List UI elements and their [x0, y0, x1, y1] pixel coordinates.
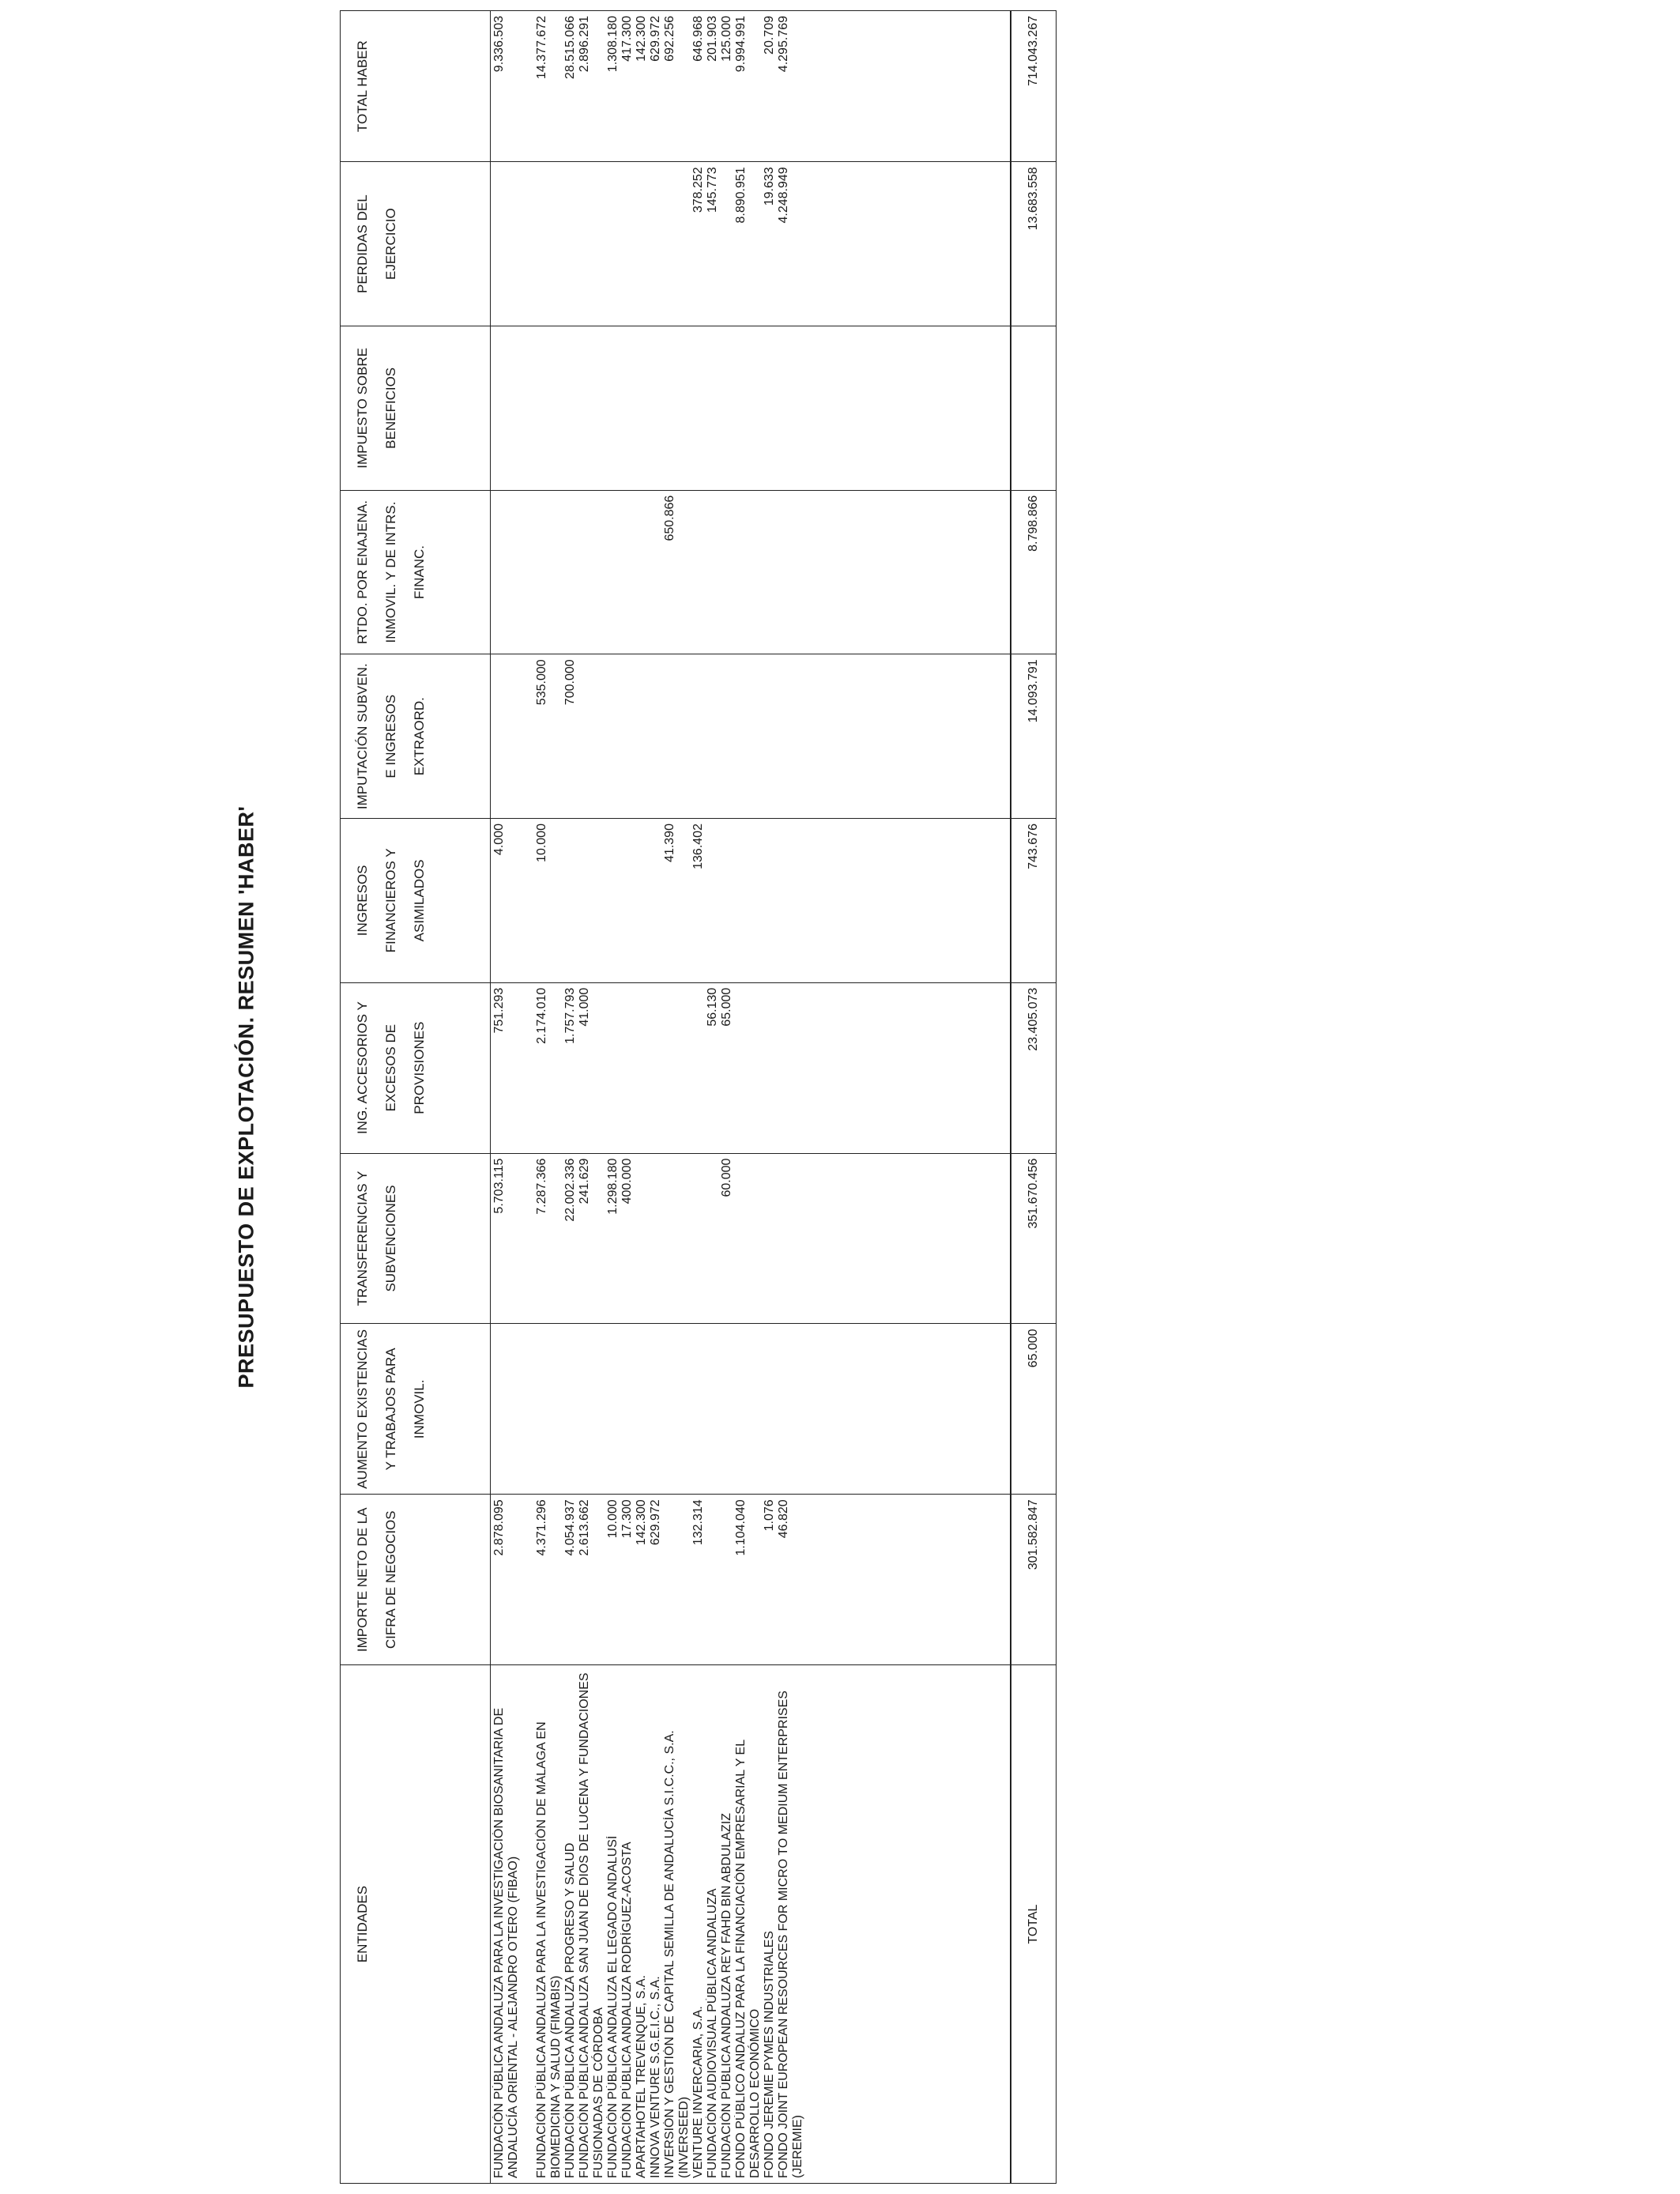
table-cell [720, 824, 734, 978]
total-value: 14.093.791 [1011, 654, 1057, 819]
table-cell [563, 167, 578, 321]
table-cell [663, 1499, 691, 1660]
table-cell [606, 988, 620, 1148]
table-cell [777, 1329, 805, 1489]
total-value: 351.670.456 [1011, 1153, 1057, 1324]
table-cell [649, 1329, 663, 1489]
table-cell: 142.300 [635, 16, 648, 62]
table-cell [635, 331, 649, 485]
table-cell [620, 659, 635, 813]
entity-name: APARTAHOTEL TREVENQUE, S.A. [635, 1975, 648, 2178]
table-cell [706, 824, 720, 978]
table-cell: 17.300 [620, 1499, 634, 1539]
table-cell [492, 1329, 535, 1489]
header-perdidas-ejercicio: PERDIDAS DEL EJERCICIO [341, 162, 491, 326]
table-cell [663, 1159, 691, 1319]
total-value: 743.676 [1011, 819, 1057, 983]
entity-name: INVERSIÓN Y GESTIÓN DE CAPITAL SEMILLA DE ANDALUCÍA S.I.C.C., S.A. (INVERSEED) [663, 1730, 691, 2178]
table-cell: 41.000 [578, 987, 591, 1027]
table-cell [777, 659, 805, 813]
table-cell [635, 1159, 649, 1319]
table-cell [691, 1159, 706, 1319]
table-body-row [491, 11, 1011, 2184]
table-cell [606, 167, 620, 321]
table-cell: 125.000 [720, 16, 733, 62]
table-cell: 14.377.672 [535, 16, 548, 80]
table-cell: 46.820 [777, 1499, 790, 1539]
total-value: 13.683.558 [1011, 162, 1057, 326]
table-cell [706, 496, 720, 650]
table-cell: 1.298.180 [606, 1158, 620, 1215]
entity-name: FUNDACIÓN PÚBLICA ANDALUZA REY FAHD BIN ABDULAZIZ [720, 1812, 733, 2178]
header-row [341, 11, 491, 2184]
table-cell [635, 824, 649, 978]
header-imputacion-subven: IMPUTACIÓN SUBVEN. E INGRESOS EXTRAORD. [341, 654, 491, 819]
table-cell [606, 824, 620, 978]
table-cell [635, 1329, 649, 1489]
table-cell [620, 496, 635, 650]
entity-name: FONDO JEREMIE PYMES INDUSTRIALES [763, 1931, 776, 2178]
table-cell [734, 1329, 763, 1489]
header-transferencias: TRANSFERENCIAS Y SUBVENCIONES [341, 1153, 491, 1324]
value-column [491, 11, 1011, 162]
table-cell: 417.300 [620, 16, 634, 62]
table-cell [777, 1159, 805, 1319]
table-cell [578, 1329, 606, 1489]
entity-name: FUNDACIÓN AUDIOVISUAL PÚBLICA ANDALUZA [706, 1888, 719, 2178]
table-cell: 19.633 [763, 167, 776, 206]
table-cell [606, 1329, 620, 1489]
total-value [1011, 326, 1057, 491]
table-cell: 5.703.115 [492, 1158, 506, 1214]
table-cell [606, 659, 620, 813]
entity-name: FUNDACIÓN PÚBLICA ANDALUZA EL LEGADO ANDALUSÍ [606, 1835, 620, 2178]
table-cell [492, 496, 535, 650]
table-cell [649, 824, 663, 978]
table-cell [720, 659, 734, 813]
table-cell [535, 496, 563, 650]
entity-name: FUNDACIÓN PÚBLICA ANDALUZA PARA LA INVESTIGACIÓN DE MÁLAGA EN BIOMEDICINA Y SALUD (FIMABIS) [535, 1721, 563, 2178]
table-cell [777, 824, 805, 978]
table-cell [734, 1159, 763, 1319]
table-cell: 700.000 [563, 659, 577, 706]
total-value: 23.405.073 [1011, 982, 1057, 1153]
table-cell: 10.000 [606, 1499, 620, 1539]
table-cell [578, 167, 606, 321]
table-cell [691, 659, 706, 813]
header-ing-accesorios: ING. ACCESORIOS Y EXCESOS DE PROVISIONES [341, 982, 491, 1153]
table-cell [763, 659, 777, 813]
entity-name: FUNDACIÓN PÚBLICA ANDALUZA PROGRESO Y SALUD [563, 1842, 577, 2178]
table-cell: 60.000 [720, 1158, 733, 1197]
value-column [491, 1324, 1011, 1495]
entity-name: FUNDACIÓN PÚBLICA ANDALUZA RODRÍGUEZ-ACOSTA [620, 1842, 634, 2178]
table-cell: 400.000 [620, 1158, 634, 1204]
table-cell: 4.295.769 [777, 16, 790, 73]
entity-name: FONDO PÚBLICO ANDALUZ PARA LA FINANCIACIÓN EMPRESARIAL Y EL DESARROLLO ECONÓMICO [734, 1740, 762, 2178]
total-label: TOTAL [1011, 1665, 1057, 2184]
table-cell [563, 1329, 578, 1489]
table-cell: 28.515.066 [563, 16, 577, 80]
table-cell: 241.629 [578, 1158, 591, 1204]
table-cell: 692.256 [663, 16, 676, 62]
value-column [491, 326, 1011, 491]
value-column [491, 1495, 1011, 1665]
table-cell [734, 496, 763, 650]
table-cell: 142.300 [635, 1499, 648, 1546]
table-cell [763, 1159, 777, 1319]
table-cell [649, 1159, 663, 1319]
table-cell: 650.866 [663, 495, 676, 541]
table-cell [763, 988, 777, 1148]
table-cell [620, 167, 635, 321]
table-cell [720, 331, 734, 485]
table-cell: 2.174.010 [535, 987, 548, 1044]
table-cell [563, 824, 578, 978]
value-column [491, 819, 1011, 983]
table-cell [578, 659, 606, 813]
table-cell [706, 1159, 720, 1319]
header-impuesto-beneficios: IMPUESTO SOBRE BENEFICIOS [341, 326, 491, 491]
table-cell [763, 331, 777, 485]
entity-name: FONDO JOINT EUROPEAN RESOURCES FOR MICRO TO MEDIUM ENTERPRISES (JEREMIE) [777, 1691, 804, 2178]
table-cell [563, 496, 578, 650]
table-cell [492, 167, 535, 321]
table-cell [720, 167, 734, 321]
table-cell [635, 988, 649, 1148]
table-cell: 132.314 [691, 1499, 705, 1546]
summary-table-container [340, 10, 1057, 2184]
table-cell [763, 824, 777, 978]
table-cell [649, 167, 663, 321]
total-value: 301.582.847 [1011, 1495, 1057, 1665]
table-cell [620, 824, 635, 978]
header-entidades: ENTIDADES [341, 1665, 491, 2184]
table-cell [663, 331, 691, 485]
table-cell: 56.130 [706, 987, 719, 1027]
table-cell: 7.287.366 [535, 1158, 548, 1215]
table-cell: 2.613.662 [578, 1499, 591, 1556]
table-cell [691, 1329, 706, 1489]
table-cell: 65.000 [720, 987, 733, 1027]
table-cell [663, 1329, 691, 1489]
value-column [491, 162, 1011, 326]
table-cell [563, 331, 578, 485]
table-cell [663, 988, 691, 1148]
table-cell: 136.402 [691, 824, 705, 869]
table-cell [649, 988, 663, 1148]
entity-name: FUNDACIÓN PÚBLICA ANDALUZA PARA LA INVESTIGACIÓN BIOSANITARIA DE ANDALUCÍA ORIENTAL - ALEJANDRO OTERO (FIBAO) [492, 1707, 520, 2178]
entity-name: INNOVA VENTURE S.G.E.I.C., S.A. [649, 1976, 662, 2178]
table-cell [535, 331, 563, 485]
table-cell [706, 659, 720, 813]
table-cell: 2.896.291 [578, 16, 591, 73]
table-cell: 9.336.503 [492, 16, 506, 73]
table-cell: 20.709 [763, 16, 776, 55]
table-cell [734, 824, 763, 978]
table-cell: 1.757.793 [563, 987, 577, 1044]
table-cell [691, 988, 706, 1148]
table-cell [706, 331, 720, 485]
value-column [491, 1153, 1011, 1324]
table-cell [649, 496, 663, 650]
table-cell: 629.972 [649, 16, 662, 62]
table-cell [691, 496, 706, 650]
entity-name: VENTURE INVERCARIA, S.A. [691, 2006, 705, 2178]
value-column [491, 654, 1011, 819]
table-cell [777, 988, 805, 1148]
table-cell [763, 496, 777, 650]
total-value: 714.043.267 [1011, 11, 1057, 162]
header-rtdo-enajena: RTDO. POR ENAJENA. INMOVIL. Y DE INTRS. FINANC. [341, 490, 491, 654]
table-cell [777, 331, 805, 485]
table-cell: 646.968 [691, 16, 705, 62]
table-cell [578, 496, 606, 650]
header-importe-neto: IMPORTE NETO DE LA CIFRA DE NEGOCIOS [341, 1495, 491, 1665]
table-cell [620, 988, 635, 1148]
total-value: 65.000 [1011, 1324, 1057, 1495]
table-cell [720, 1499, 734, 1660]
table-cell [649, 331, 663, 485]
table-cell: 22.002.336 [563, 1158, 577, 1222]
table-cell: 378.252 [691, 167, 705, 213]
table-cell: 201.903 [706, 16, 719, 62]
table-cell: 4.000 [492, 824, 506, 856]
table-cell [620, 331, 635, 485]
table-cell [492, 659, 535, 813]
table-cell [649, 659, 663, 813]
table-cell: 41.390 [663, 824, 676, 862]
table-cell: 629.972 [649, 1499, 662, 1546]
table-cell [635, 167, 649, 321]
table-cell [720, 1329, 734, 1489]
table-cell [706, 1499, 720, 1660]
table-cell [535, 1329, 563, 1489]
table-cell: 4.371.296 [535, 1499, 548, 1556]
page-title: PRESUPUESTO DE EXPLOTACIÓN. RESUMEN 'HABER' [234, 805, 258, 1389]
table-cell [777, 496, 805, 650]
header-aumento-existencias: AUMENTO EXISTENCIAS Y TRABAJOS PARA INMOVIL. [341, 1324, 491, 1495]
table-cell [734, 331, 763, 485]
table-cell [763, 1329, 777, 1489]
table-cell: 10.000 [535, 824, 548, 862]
value-column [491, 982, 1011, 1153]
total-value: 8.798.866 [1011, 490, 1057, 654]
summary-table [340, 10, 1057, 2184]
table-cell: 1.308.180 [606, 16, 620, 73]
table-cell [606, 496, 620, 650]
table-cell: 145.773 [706, 167, 719, 213]
table-cell: 2.878.095 [492, 1499, 506, 1556]
table-cell [734, 988, 763, 1148]
table-cell [578, 331, 606, 485]
table-cell: 8.890.951 [734, 167, 748, 224]
table-cell [720, 496, 734, 650]
table-cell [492, 331, 535, 485]
header-total-haber: TOTAL HABER [341, 11, 491, 162]
total-row [1011, 11, 1057, 2184]
table-cell [734, 659, 763, 813]
table-cell [535, 167, 563, 321]
entity-name: FUNDACIÓN PÚBLICA ANDALUZA SAN JUAN DE DIOS DE LUCENA Y FUNDACIONES FUSIONADAS DE CÓRDOBA [578, 1672, 605, 2178]
table-cell [663, 659, 691, 813]
table-cell: 1.104.040 [734, 1499, 748, 1556]
table-cell: 4.248.949 [777, 167, 790, 224]
table-cell [606, 331, 620, 485]
table-cell [578, 824, 606, 978]
header-ingresos-financieros: INGRESOS FINANCIEROS Y ASIMILADOS [341, 819, 491, 983]
table-cell [635, 659, 649, 813]
table-cell [620, 1329, 635, 1489]
table-cell: 9.994.991 [734, 16, 748, 73]
table-cell [691, 331, 706, 485]
value-column [491, 490, 1011, 654]
table-cell [663, 167, 691, 321]
entities-column [491, 1665, 1011, 2184]
table-cell: 4.054.937 [563, 1499, 577, 1556]
table-cell [635, 496, 649, 650]
table-cell: 1.076 [763, 1499, 776, 1532]
table-cell: 535.000 [535, 659, 548, 706]
table-cell: 751.293 [492, 987, 506, 1034]
table-cell [706, 1329, 720, 1489]
